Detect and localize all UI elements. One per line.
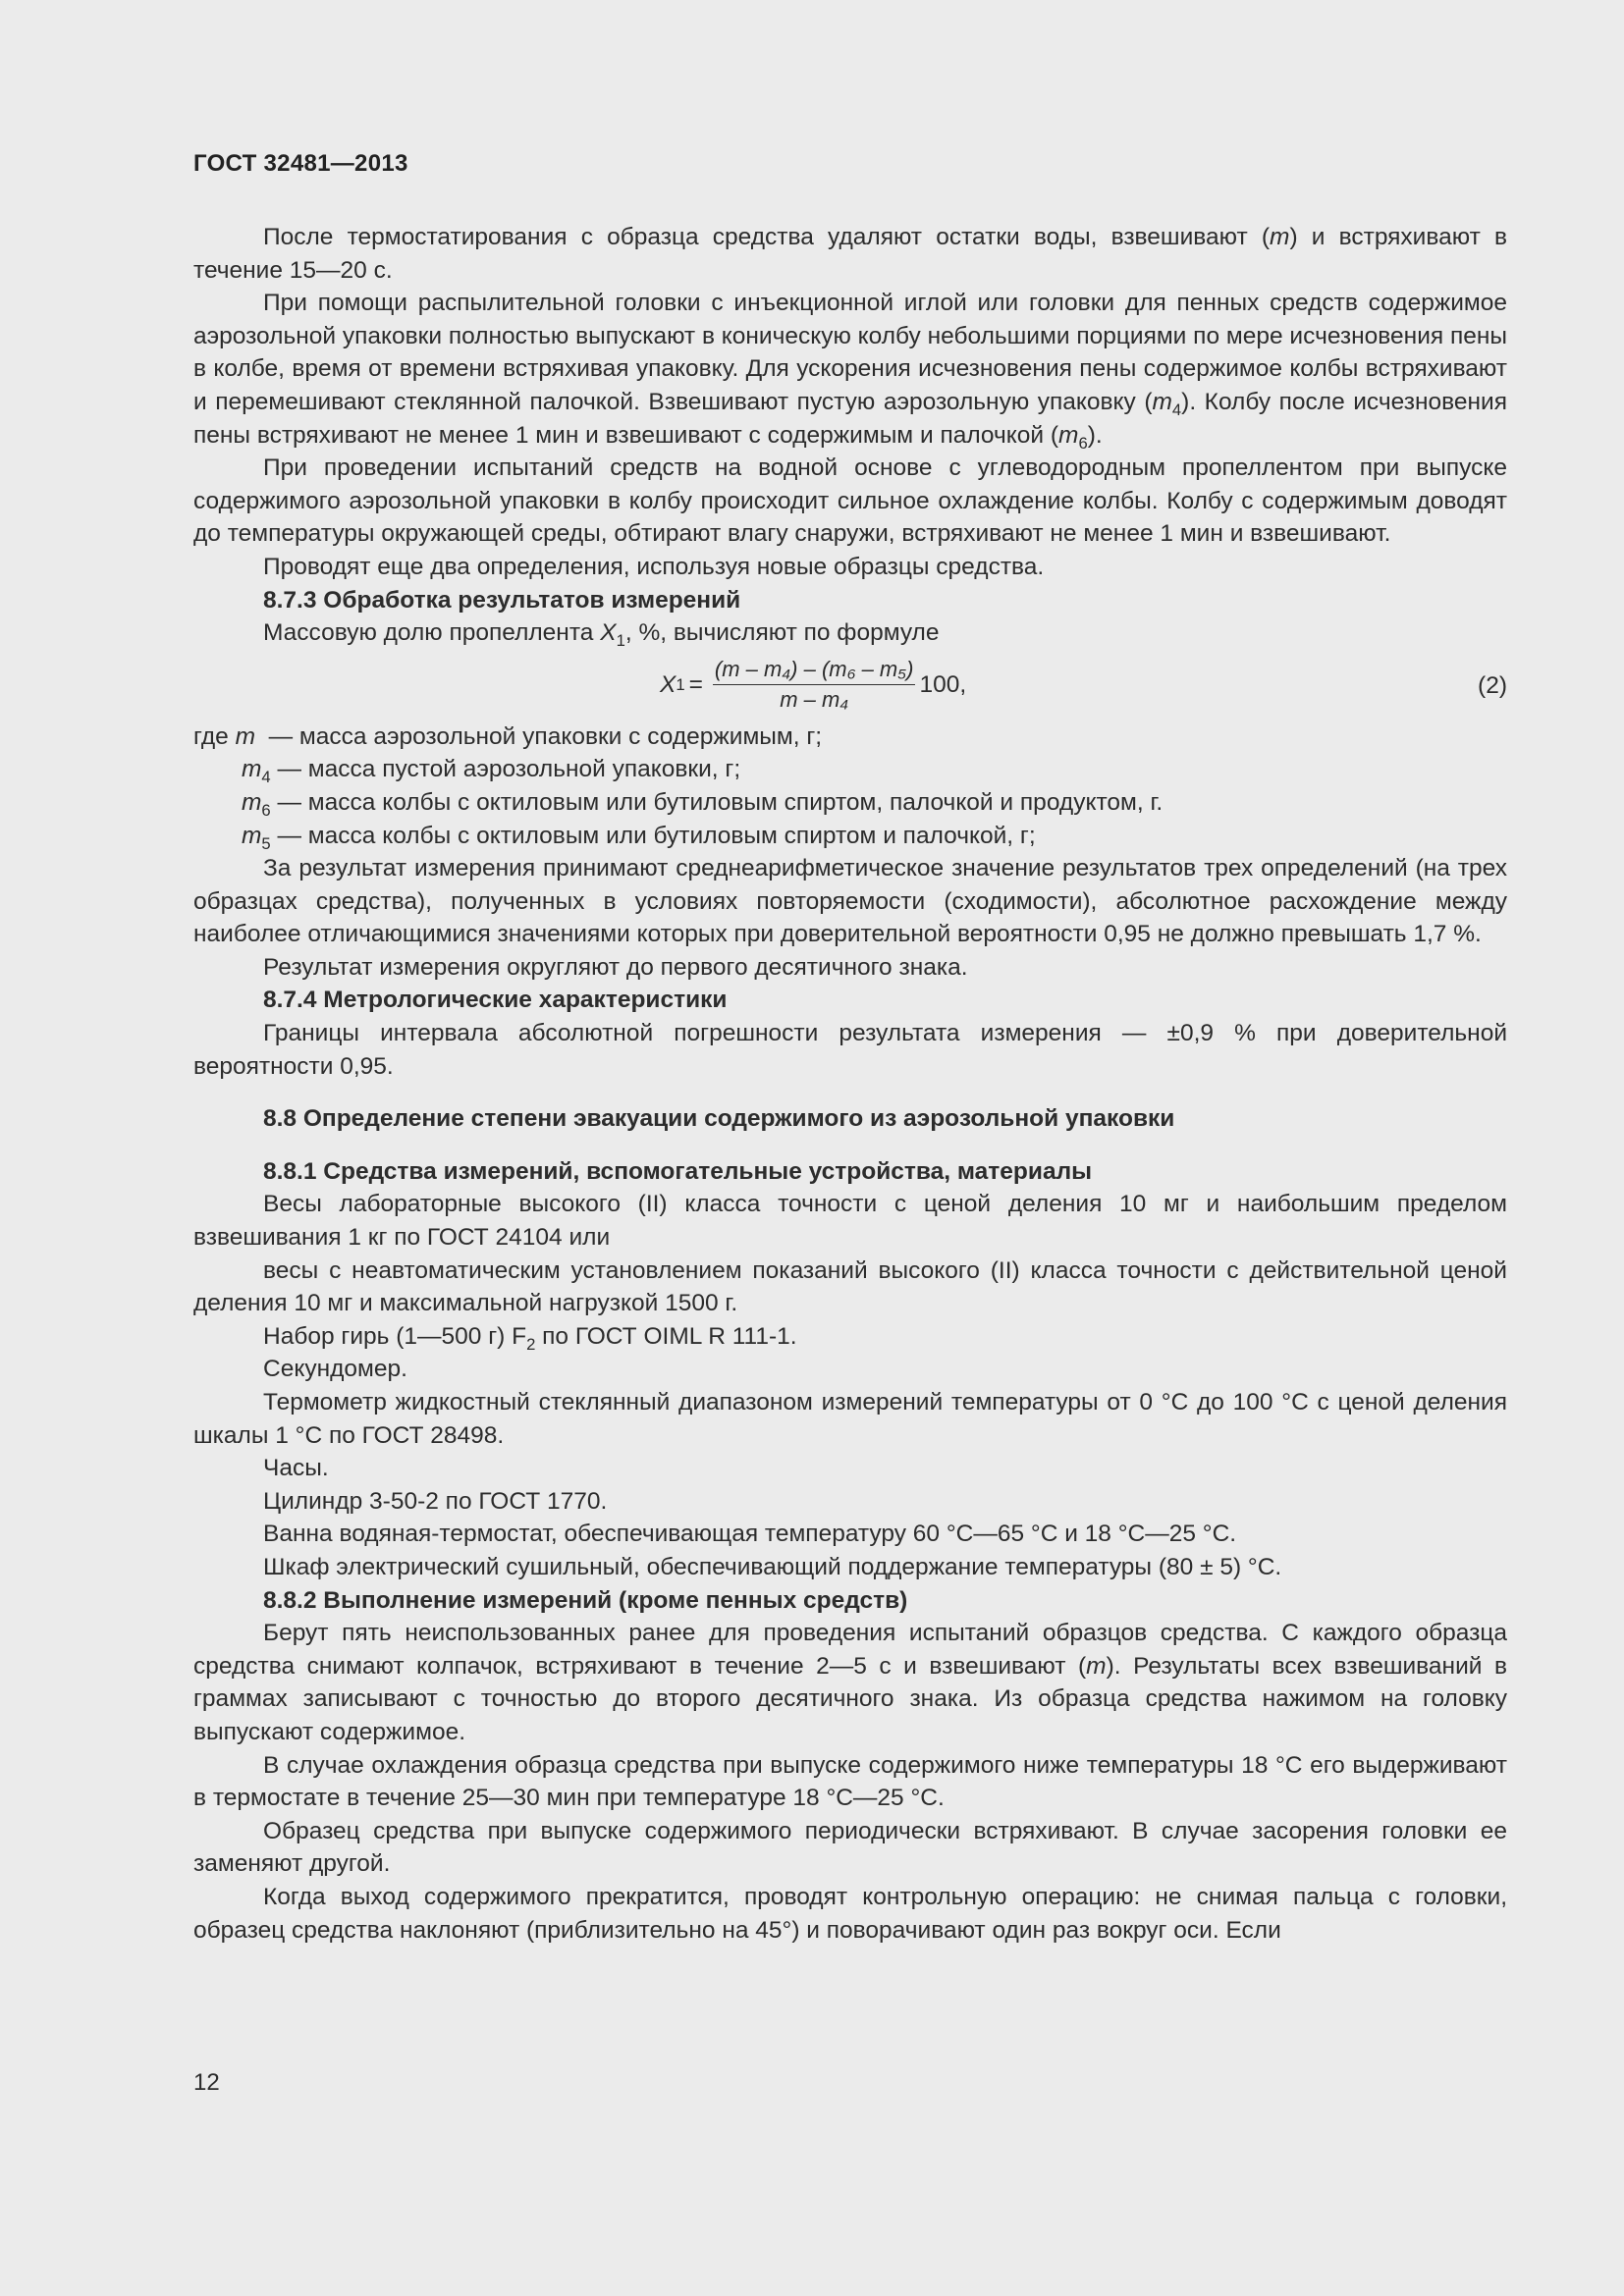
paragraph: Когда выход содержимого прекратится, проводят контрольную операцию: не снимая пальца с головки, образец средства наклоняют (приблизительно на 45°) и поворачивают один раз вокруг оси. Если	[193, 1883, 1507, 1944]
page-number: 12	[193, 2069, 220, 2096]
paragraph: Термометр жидкостный стеклянный диапазоном измерений температуры от 0 °С до 100 °С с ценой деления шкалы 1 °С по ГОСТ 28498.	[193, 1389, 1507, 1449]
document-header: ГОСТ 32481—2013	[193, 150, 408, 177]
paragraph: Массовую долю пропеллента $X_1$, %, вычисляют по формуле	[263, 619, 940, 651]
paragraph: Берут пять неиспользованных ранее для проведения испытаний образцов средства. С каждого образца средства снимают колпачок, встряхивают в течение 2—5 с и взвешивают (m). Результаты всех взвешиваний в граммах записывают с точностью до второго десятичного знака. Из образца средства нажимом на головку выпускают содержимое.	[193, 1620, 1507, 1745]
formula-numerator: (m – m₄) – (m₆ – m₅)	[713, 655, 916, 685]
formula-fraction	[713, 655, 916, 715]
formula-denominator: m – m₄	[780, 687, 849, 713]
paragraph: Результат измерения округляют до первого десятичного знака.	[263, 953, 968, 981]
section-heading-8-7-4: 8.7.4 Метрологические характеристики	[263, 987, 728, 1014]
paragraph: Ванна водяная-термостат, обеспечивающая температуру 60 °С—65 °С и 18 °С—25 °С.	[263, 1521, 1237, 1548]
where-item: $m_6$ — масса колбы с октиловым или бутиловым спиртом, палочкой и продуктом, г.	[242, 788, 1164, 820]
where-item: где m — масса аэрозольной упаковки с содержимым, г;	[193, 722, 823, 750]
where-item: $m_4$ — масса пустой аэрозольной упаковки, г;	[242, 756, 741, 787]
paragraph: Часы.	[263, 1455, 329, 1482]
formula-2	[193, 650, 1507, 721]
document-body	[193, 221, 1507, 1947]
paragraph: Границы интервала абсолютной погрешности результата измерения — ±0,9 % при доверительной вероятности 0,95.	[193, 1020, 1507, 1080]
paragraph: После термостатирования с образца средства удаляют остатки воды, взвешивают (m) и встряхивают в течение 15—20 с.	[193, 224, 1507, 284]
paragraph: Проводят еще два определения, используя новые образцы средства.	[263, 553, 1045, 580]
formula-number: (2)	[1478, 671, 1507, 699]
paragraph: Шкаф электрический сушильный, обеспечивающий поддержание температуры (80 ± 5) °С.	[263, 1553, 1282, 1580]
section-heading-8-7-3: 8.7.3 Обработка результатов измерений	[263, 586, 741, 614]
paragraph: При проведении испытаний средств на водной основе с углеводородным пропеллентом при выпуске содержимого аэрозольной упаковки в колбу происходит сильное охлаждение колбы. Колбу с содержимым доводят до температуры окружающей среды, обтирают влагу снаружи, встряхивают не менее 1 мин и взвешивают.	[193, 454, 1507, 548]
paragraph: За результат измерения принимают среднеарифметическое значение результатов трех определений (на трех образцах средства), полученных в условиях повторяемости (сходимости), абсолютное расхождение между наиболее отличающимися значениями которых при доверительной вероятности 0,95 не должно превышать 1,7 %.	[193, 855, 1507, 948]
formula-expression: X 1 = $\frac{\text{(m – m₄) – (m₆ – m₅)}}{\text{m – m₄}}$ 100,	[660, 650, 966, 721]
section-heading-8-8-2: 8.8.2 Выполнение измерений (кроме пенных средств)	[263, 1586, 908, 1614]
paragraph: Набор гирь (1—500 г) $F_2$ по ГОСТ OIML R 111-1.	[263, 1322, 797, 1354]
paragraph: При помощи распылительной головки с инъекционной иглой или головки для пенных средств содержимое аэрозольной упаковки полностью выпускают в коническую колбу небольшими порциями по мере исчезновения пены в колбе, время от времени встряхивая упаковку. Для ускорения исчезновения пены содержимое колбы встряхивают и перемешивают стеклянной палочкой. Взвешивают пустую аэрозольную упаковку $(m_4)$. Колбу после исчезновения пены встряхивают не менее 1 мин и взвешивают с содержимым и палочкой $(m_6)$.	[193, 290, 1507, 453]
paragraph: Цилиндр 3-50-2 по ГОСТ 1770.	[263, 1487, 608, 1515]
paragraph: Весы лабораторные высокого (II) класса точности с ценой деления 10 мг и наибольшим пределом взвешивания 1 кг по ГОСТ 24104 или	[193, 1191, 1507, 1252]
paragraph: Секундомер.	[263, 1356, 407, 1383]
paragraph: весы с неавтоматическим установлением показаний высокого (II) класса точности с действительной ценой деления 10 мг и максимальной нагрузкой 1500 г.	[193, 1256, 1507, 1317]
where-item: $m_5$ — масса колбы с октиловым или бутиловым спиртом и палочкой, г;	[242, 822, 1036, 853]
paragraph: В случае охлаждения образца средства при выпуске содержимого ниже температуры 18 °С его выдерживают в термостате в течение 25—30 мин при температуре 18 °С—25 °С.	[193, 1751, 1507, 1812]
section-heading-8-8-1: 8.8.1 Средства измерений, вспомогательные устройства, материалы	[263, 1157, 1093, 1185]
paragraph: Образец средства при выпуске содержимого периодически встряхивают. В случае засорения головки ее заменяют другой.	[193, 1817, 1507, 1878]
section-heading-8-8: 8.8 Определение степени эвакуации содержимого из аэрозольной упаковки	[263, 1105, 1175, 1133]
